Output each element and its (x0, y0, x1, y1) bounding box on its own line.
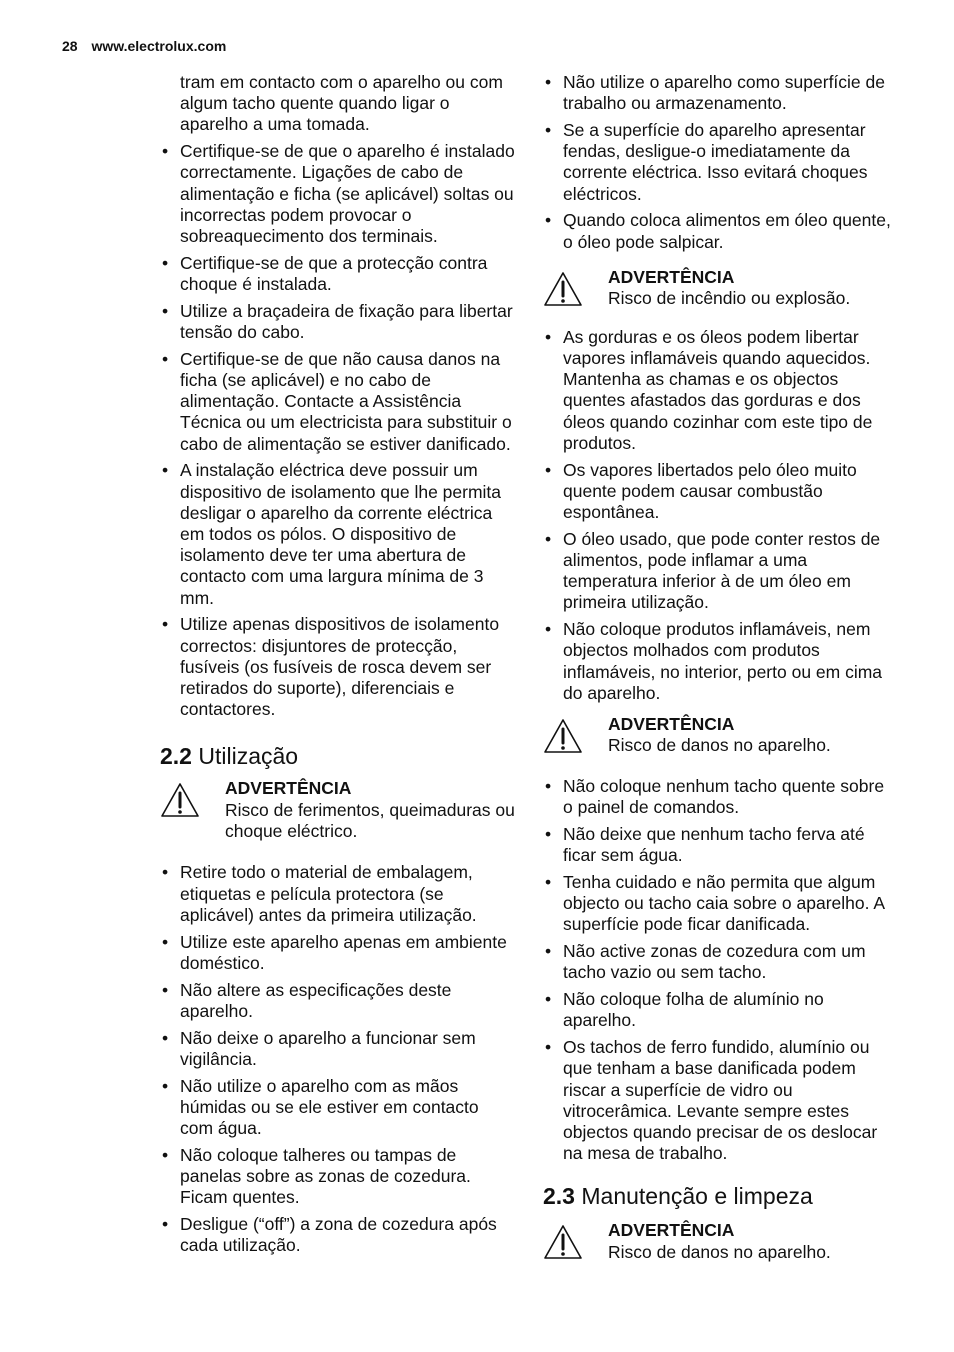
list-item: • As gorduras e os óleos podem libertar vapores inflamáveis quando aquecidos. Mantenha as chamas e os objectos quentes afastados das gorduras e dos óleos quando cozinhar com este tipo de produtos. (543, 327, 898, 454)
warning-text: Risco de danos no aparelho. (608, 1241, 831, 1262)
list-item: • Os tachos de ferro fundido, alumínio ou que tenham a base danificada podem riscar a superfície de vidro ou vitrocerâmica. Levante sempre estes objectos quando precisar de os deslocar na mesa de trabalho. (543, 1037, 898, 1164)
page-number: 28 (62, 38, 78, 54)
warning-box (543, 267, 898, 327)
section-number: 2.3 (543, 1183, 575, 1210)
list-item: • Não coloque folha de alumínio no aparelho. (543, 989, 898, 1031)
list-item: • Retire todo o material de embalagem, etiquetas e película protectora (se aplicável) antes da primeira utilização. (160, 862, 515, 926)
continued-text: tram em contacto com o aparelho ou com algum tacho quente quando ligar o aparelho a uma tomada. (180, 72, 503, 135)
warning-triangle-icon (543, 718, 583, 754)
warning-text: Risco de incêndio ou explosão. (608, 288, 851, 309)
list-item: • Utilize a braçadeira de fixação para libertar tensão do cabo. (160, 301, 515, 343)
list-item: • Quando coloca alimentos em óleo quente, o óleo pode salpicar. (543, 210, 898, 252)
warning-title: ADVERTÊNCIA (608, 714, 735, 735)
right-column (543, 72, 898, 1282)
list-item: • Não coloque talheres ou tampas de panelas sobre as zonas de cozedura. Ficam quentes. (160, 1145, 515, 1209)
warning-box (160, 778, 515, 858)
section-number: 2.2 (160, 743, 192, 770)
section-heading-2-3 (543, 1182, 898, 1210)
warning-text: Risco de danos no aparelho. (608, 735, 831, 756)
list-item: • Utilize apenas dispositivos de isolamento correctos: disjuntores de protecção, fusíveis (os fusíveis de rosca devem ser retirados do suporte), diferenciais e contactores. (160, 614, 515, 720)
list-item: • Não active zonas de cozedura com um tacho vazio ou sem tacho. (543, 941, 898, 983)
section-heading-2-2 (160, 742, 515, 770)
warning-title: ADVERTÊNCIA (608, 266, 735, 287)
list-item: • O óleo usado, que pode conter restos de alimentos, pode inflamar a uma temperatura inferior à de um óleo em primeira utilização. (543, 529, 898, 614)
warning-title: ADVERTÊNCIA (225, 778, 352, 799)
list-item: • Se a superfície do aparelho apresentar fendas, desligue-o imediatamente da corrente eléctrica. Isso evitará choques eléctricos. (543, 120, 898, 205)
list-item: • Não coloque nenhum tacho quente sobre o painel de comandos. (543, 776, 898, 818)
list-item: • Não deixe o aparelho a funcionar sem vigilância. (160, 1028, 515, 1070)
bullet-list (543, 327, 898, 704)
bullet-list (543, 72, 898, 253)
warning-title: ADVERTÊNCIA (608, 1220, 735, 1241)
list-item: • Não utilize o aparelho como superfície de trabalho ou armazenamento. (543, 72, 898, 114)
list-item: • Não deixe que nenhum tacho ferva até ficar sem água. (543, 824, 898, 866)
warning-triangle-icon (543, 1224, 583, 1260)
list-item: • Desligue (“off”) a zona de cozedura após cada utilização. (160, 1214, 515, 1256)
warning-text: Risco de ferimentos, queimaduras ou choque eléctrico. (225, 799, 515, 841)
bullet-list (160, 141, 515, 720)
list-item: • A instalação eléctrica deve possuir um dispositivo de isolamento que lhe permita desligar o aparelho da corrente eléctrica em todos os pólos. O dispositivo de isolamento deve ter uma abertura de contacto com uma largura mínima de 3 mm. (160, 460, 515, 608)
list-item: • Não coloque produtos inflamáveis, nem objectos molhados com produtos inflamáveis, no interior, perto ou em cima do aparelho. (543, 619, 898, 704)
list-item: • Não utilize o aparelho com as mãos húmidas ou se ele estiver em contacto com água. (160, 1076, 515, 1140)
warning-box (543, 1220, 898, 1282)
bullet-list (543, 776, 898, 1164)
warning-box (543, 714, 898, 776)
warning-triangle-icon (543, 271, 583, 307)
list-item: • Certifique-se de que não causa danos na ficha (se aplicável) e no cabo de alimentação. Contacte a Assistência Técnica ou um electricista para substituir o cabo de alimentação se estiver danificado. (160, 349, 515, 455)
section-title: Manutenção e limpeza (581, 1183, 813, 1210)
list-item: • Os vapores libertados pelo óleo muito quente podem causar combustão espontânea. (543, 460, 898, 524)
list-item: • Utilize este aparelho apenas em ambiente doméstico. (160, 932, 515, 974)
page-header (62, 38, 226, 54)
warning-triangle-icon (160, 782, 200, 818)
left-column (160, 72, 515, 1262)
bullet-list (160, 862, 515, 1256)
site-url: www.electrolux.com (91, 38, 227, 54)
list-item: • Tenha cuidado e não permita que algum objecto ou tacho caia sobre o aparelho. A superfície pode ficar danificada. (543, 872, 898, 936)
list-item: • Certifique-se de que a protecção contra choque é instalada. (160, 253, 515, 295)
section-title: Utilização (198, 743, 299, 770)
list-item: • Não altere as especificações deste aparelho. (160, 980, 515, 1022)
list-item: • Certifique-se de que o aparelho é instalado correctamente. Ligações de cabo de alimentação e ficha (se aplicável) soltas ou incorrectas podem provocar o sobreaquecimento dos terminais. (160, 141, 515, 247)
